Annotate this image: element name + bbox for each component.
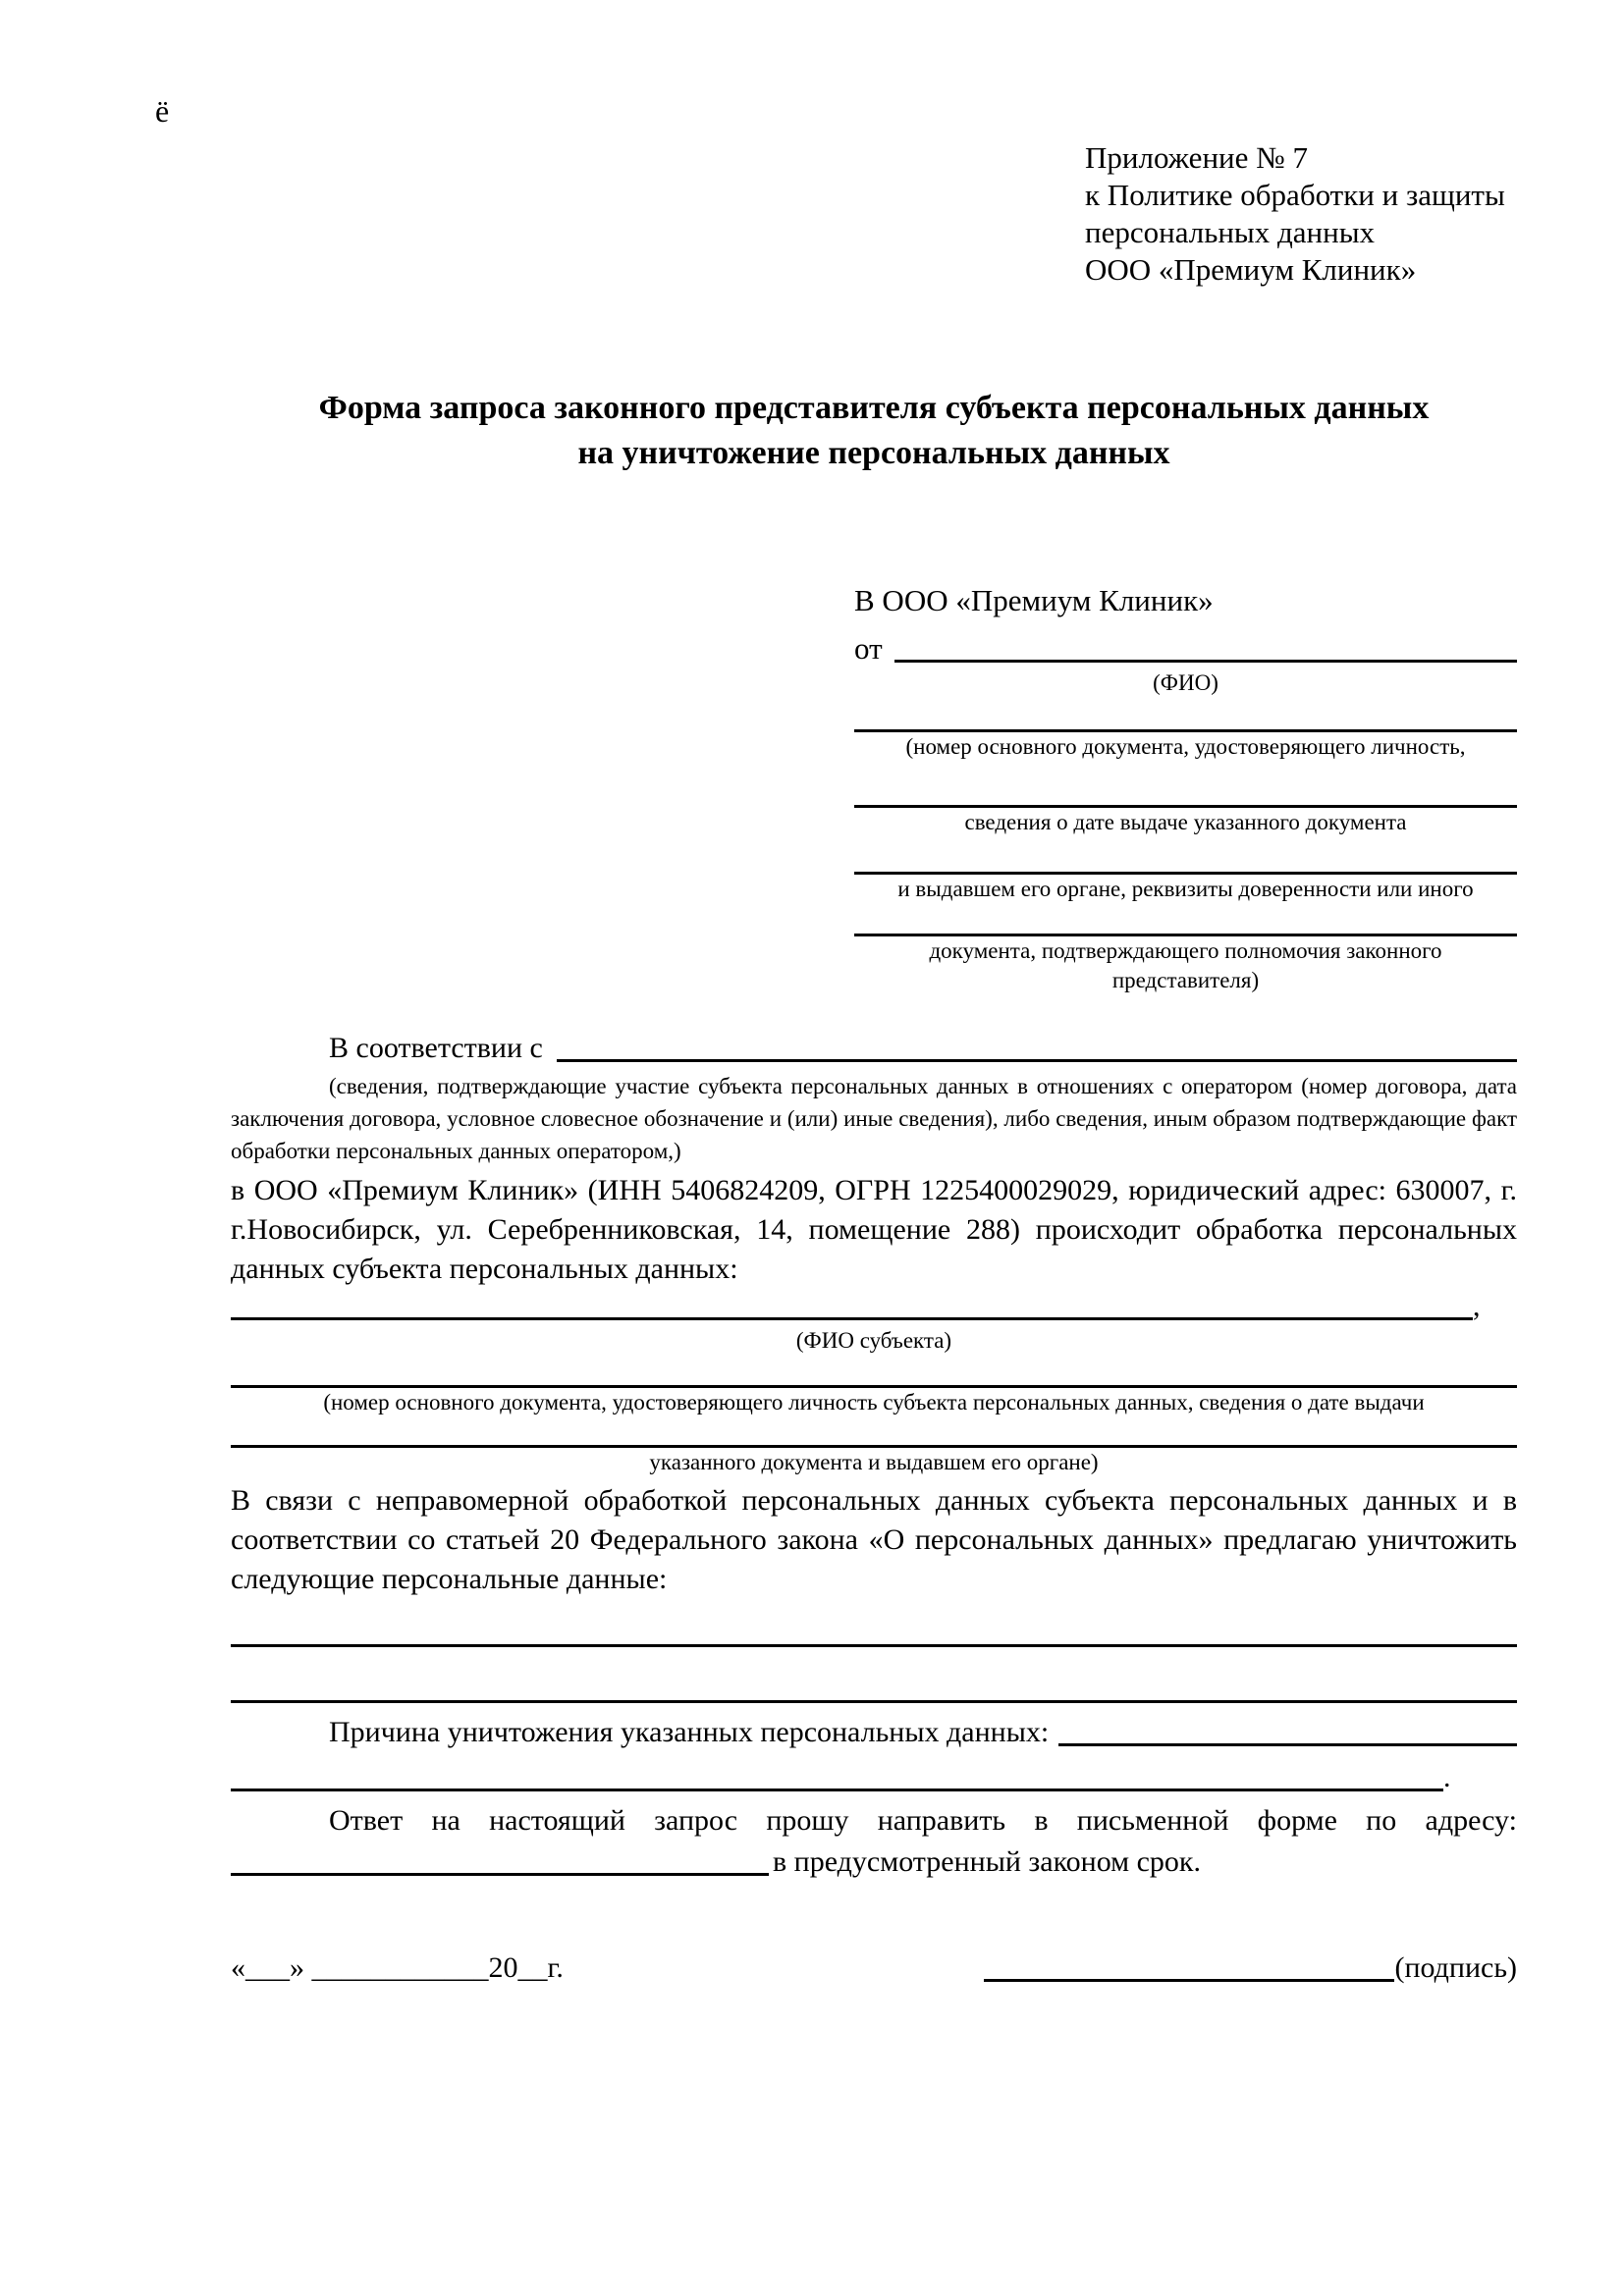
fill-line-doc-number [854,698,1517,732]
caption-doc-number: (номер основного документа, удостоверяющего личность, [905,734,1466,759]
accordance-lead: В соответствии с [329,1032,543,1064]
caption-subject-doc-2: указанного документа и выдавшем его органе) [649,1450,1099,1474]
caption-doc-date: сведения о дате выдаче указанного документа [964,810,1407,834]
fill-line-signature [984,1979,1394,1982]
doc-title-line1: Форма запроса законного представителя субъекта персональных данных [318,390,1430,426]
fill-line-reason-2 [231,1789,1443,1791]
appendix-line: Приложение № 7 [1085,140,1308,175]
appendix-line: к Политике обработки и защиты [1085,178,1505,212]
doc-title [231,386,1517,476]
fill-line-subject-doc [231,1356,1517,1388]
caption-subject-doc-1: (номер основного документа, удостоверяющего личность субъекта персональных данных, сведения о дате выдачи [323,1390,1425,1415]
reply-tail: в предусмотренный законом срок. [773,1845,1201,1878]
demand-paragraph: В связи с неправомерной обработкой персональных данных субъекта персональных данных и в соответствии со статьей 20 Федерального закона «О персональных данных» предлагаю уничтожить следующие персональные данные: [231,1484,1517,1595]
reply-paragraph: Ответ на настоящий запрос прошу направить в письменной форме по адресу: [329,1804,1517,1837]
operator-paragraph: в ООО «Премиум Клиник» (ИНН 5406824209, ОГРН 1225400029029, юридический адрес: 630007, г. г.Новосибирск, ул. Серебренниковская, 14, помещение 288) происходит обработка персональных данных субъекта персональных данных: [231,1174,1517,1285]
fill-line-accordance [557,1059,1517,1062]
signature-block [984,1949,1517,1988]
footer-row [231,1945,1517,1988]
appendix-line: ООО «Премиум Клиник» [1085,252,1417,287]
from-row [854,625,1517,668]
fill-line-authority-doc [854,904,1517,936]
addressee-block [854,580,1517,995]
accordance-note: (сведения, подтверждающие участие субъекта персональных данных в отношениях с оператором (номер договора, дата заключения договора, условное словесное обозначение и (или) иные сведения), либо сведения, иным образом подтверждающие факт обработки персональных данных оператором,) [231,1074,1517,1163]
accordance-row [231,1027,1517,1068]
period-mark: . [1443,1761,1451,1793]
from-label: от [854,631,883,666]
caption-fio: (ФИО) [1153,670,1218,695]
reply-address-row [231,1841,1517,1882]
document-content [231,0,1517,1988]
caption-authority-doc: документа, подтверждающего полномочия законного представителя) [929,938,1442,992]
fill-line-fio [894,660,1517,663]
caption-doc-issuer: и выдавшем его органе, реквизиты доверенности или иного [897,877,1474,901]
fill-line-doc-issuer [854,837,1517,875]
signature-caption: (подпись) [1394,1951,1517,1984]
trailing-comma: , [1473,1290,1481,1322]
appendix-line: персональных данных [1085,215,1376,249]
reason-continuation-row [231,1752,1517,1797]
doc-title-line2: на уничтожение персональных данных [577,435,1170,471]
fill-line-data-1 [231,1599,1517,1647]
fill-line-doc-date [854,762,1517,808]
fill-line-subject-fio [231,1317,1473,1320]
reason-row [231,1703,1517,1752]
fill-line-subject-doc-2 [231,1417,1517,1448]
fill-line-data-2 [231,1647,1517,1703]
fill-line-reason [1058,1743,1517,1746]
stray-char: ё [155,93,170,129]
fill-line-address [231,1873,769,1876]
subject-fio-row [231,1289,1517,1326]
caption-subject-fio: (ФИО субъекта) [795,1328,952,1353]
date-line: «___» ____________20__г. [231,1951,564,1984]
reason-lead: Причина уничтожения указанных персональных данных: [329,1716,1050,1748]
addressee-to: В ООО «Премиум Клиник» [854,583,1214,617]
